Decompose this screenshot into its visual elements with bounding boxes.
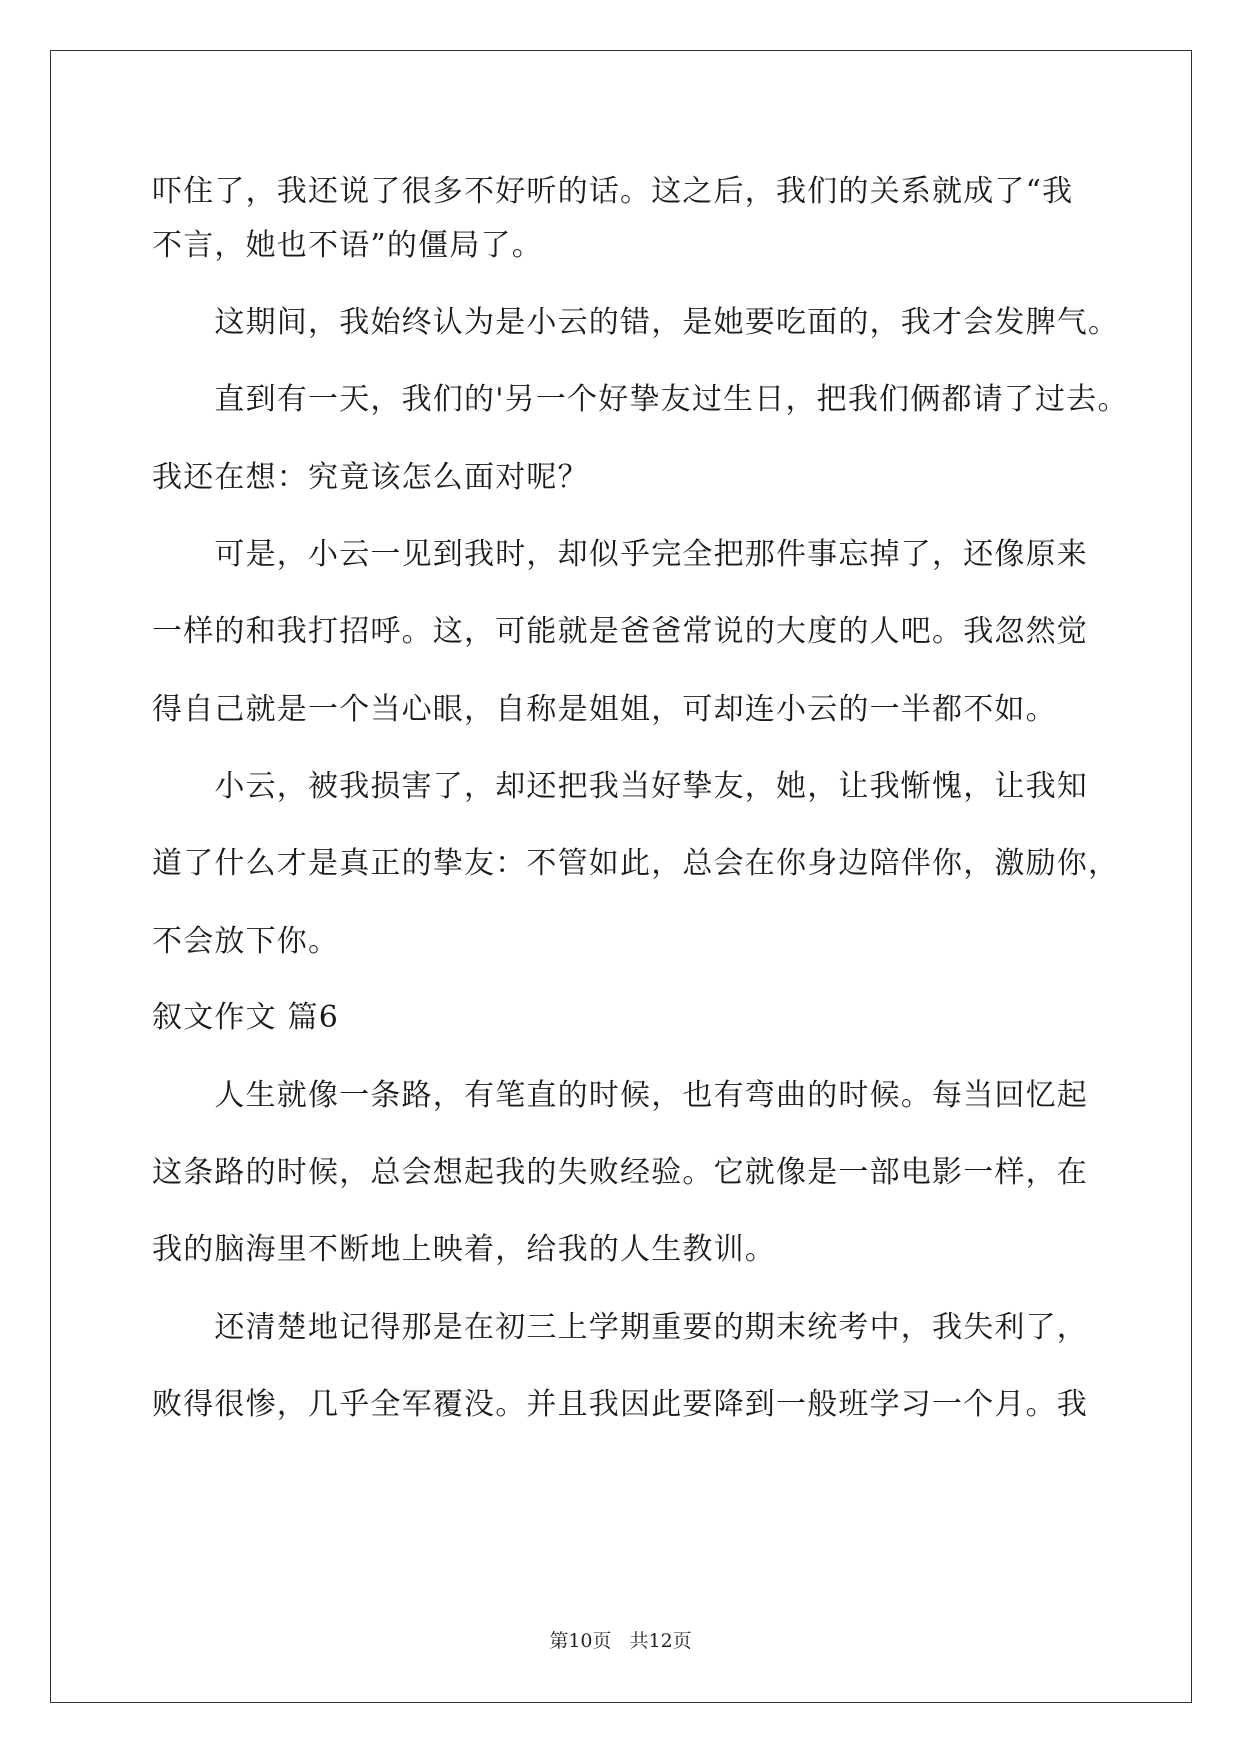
text-line: 不言，她也不语”的僵局了。 [152,228,543,263]
text-line: 败得很惨，几乎全军覆没。并且我因此要降到一般班学习一个月。我 [152,1387,1088,1422]
page-total: 共12页 [629,1630,692,1652]
page-number: 第10页 [549,1630,612,1652]
text-line: 直到有一天，我们的'另一个好挚友过生日，把我们俩都请了过去。 [152,382,1129,417]
text-line: 这条路的时候，总会想起我的失败经验。它就像是一部电影一样，在 [152,1155,1088,1190]
text-line: 不会放下你。 [152,924,340,959]
text-line: 可是，小云一见到我时，却似乎完全把那件事忘掉了，还像原来 [152,537,1088,572]
text-line: 我还在想：究竟该怎么面对呢？ [152,460,589,495]
text-line: 人生就像一条路，有笔直的时候，也有弯曲的时候。每当回忆起 [152,1078,1088,1113]
text-line: 一样的和我打招呼。这，可能就是爸爸常说的大度的人吧。我忽然觉 [152,614,1088,649]
text-line: 我的脑海里不断地上映着，给我的人生教训。 [152,1232,776,1267]
text-line: 吓住了，我还说了很多不好听的话。这之后，我们的关系就成了“我 [152,174,1074,209]
text-line: 得自己就是一个当心眼，自称是姐姐，可却连小云的一半都不如。 [152,692,1057,727]
text-line: 还清楚地记得那是在初三上学期重要的期末统考中，我失利了， [152,1310,1088,1345]
text-line: 这期间，我始终认为是小云的错，是她要吃面的，我才会发脾气。 [152,305,1120,340]
text-line: 道了什么才是真正的挚友：不管如此，总会在你身边陪伴你，激励你， [152,846,1120,881]
text-line: 小云，被我损害了，却还把我当好挚友，她，让我惭愧，让我知 [152,769,1088,804]
page-footer [0,1628,1241,1654]
section-heading: 叙文作文 篇6 [152,1000,340,1035]
